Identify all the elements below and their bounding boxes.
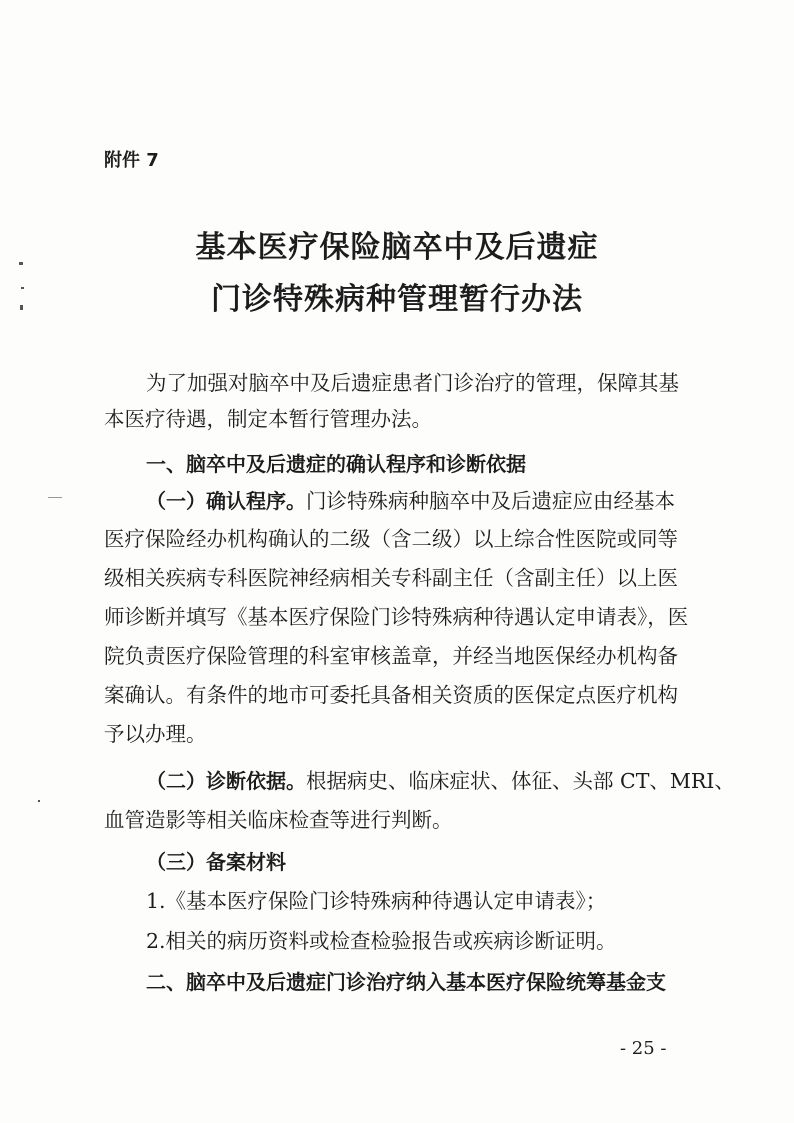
attachment-label: 附件 7 [104, 150, 159, 171]
subsection-1-1-text: 门诊特殊病种脑卒中及后遗症应由经基本 [306, 489, 675, 513]
document-title-line-1: 基本医疗保险脑卒中及后遗症 [195, 230, 599, 265]
subsection-1-1-line-3: 级相关疾病专科医院神经病相关专科副主任（含副主任）以上医 [104, 566, 678, 590]
subsection-1-1-line-2: 医疗保险经办机构确认的二级（含二级）以上综合性医院或同等 [104, 527, 678, 551]
subsection-1-2-line-1 [146, 764, 746, 794]
scan-mark [20, 305, 23, 310]
subsection-1-1-line-1 [146, 484, 746, 514]
subsection-1-1-line-5: 院负责医疗保险管理的科室审核盖章，并经当地医保经办机构备 [104, 644, 678, 668]
subsection-1-1-line-7: 予以办理。 [104, 722, 207, 746]
subsection-1-1-line-4: 师诊断并填写《基本医疗保险门诊特殊病种待遇认定申请表》，医 [104, 605, 689, 629]
list-item-2: 2.相关的病历资料或检查检验报告或疾病诊断证明。 [146, 929, 617, 953]
page-number: - 25 - [620, 1038, 667, 1059]
document-title-line-2: 门诊特殊病种管理暂行办法 [211, 282, 583, 317]
intro-paragraph-line-1: 为了加强对脑卒中及后遗症患者门诊治疗的管理，保障其基 [146, 371, 679, 395]
subsection-1-2-text: 根据病史、临床症状、体征、头部 CT、MRI、 [306, 769, 735, 793]
intro-paragraph-line-2: 本医疗待遇，制定本暂行管理办法。 [104, 407, 432, 431]
subsection-1-1-title: （一）确认程序。 [146, 489, 306, 513]
section-2-heading: 二、脑卒中及后遗症门诊治疗纳入基本医疗保险统筹基金支 [146, 970, 666, 994]
subsection-1-2-line-2: 血管造影等相关临床检查等进行判断。 [104, 808, 453, 832]
scan-mark [48, 497, 62, 498]
list-item-1: 1.《基本医疗保险门诊特殊病种待遇认定申请表》； [146, 889, 607, 913]
scan-mark [38, 800, 40, 802]
scan-mark [19, 262, 23, 265]
scan-mark [21, 287, 24, 289]
subsection-1-1-line-6: 案确认。有条件的地市可委托具备相关资质的医保定点医疗机构 [104, 683, 678, 707]
subsection-1-2-title: （二）诊断依据。 [146, 769, 306, 793]
subsection-1-3-title: （三）备案材料 [146, 850, 286, 874]
section-1-heading: 一、脑卒中及后遗症的确认程序和诊断依据 [146, 452, 526, 476]
